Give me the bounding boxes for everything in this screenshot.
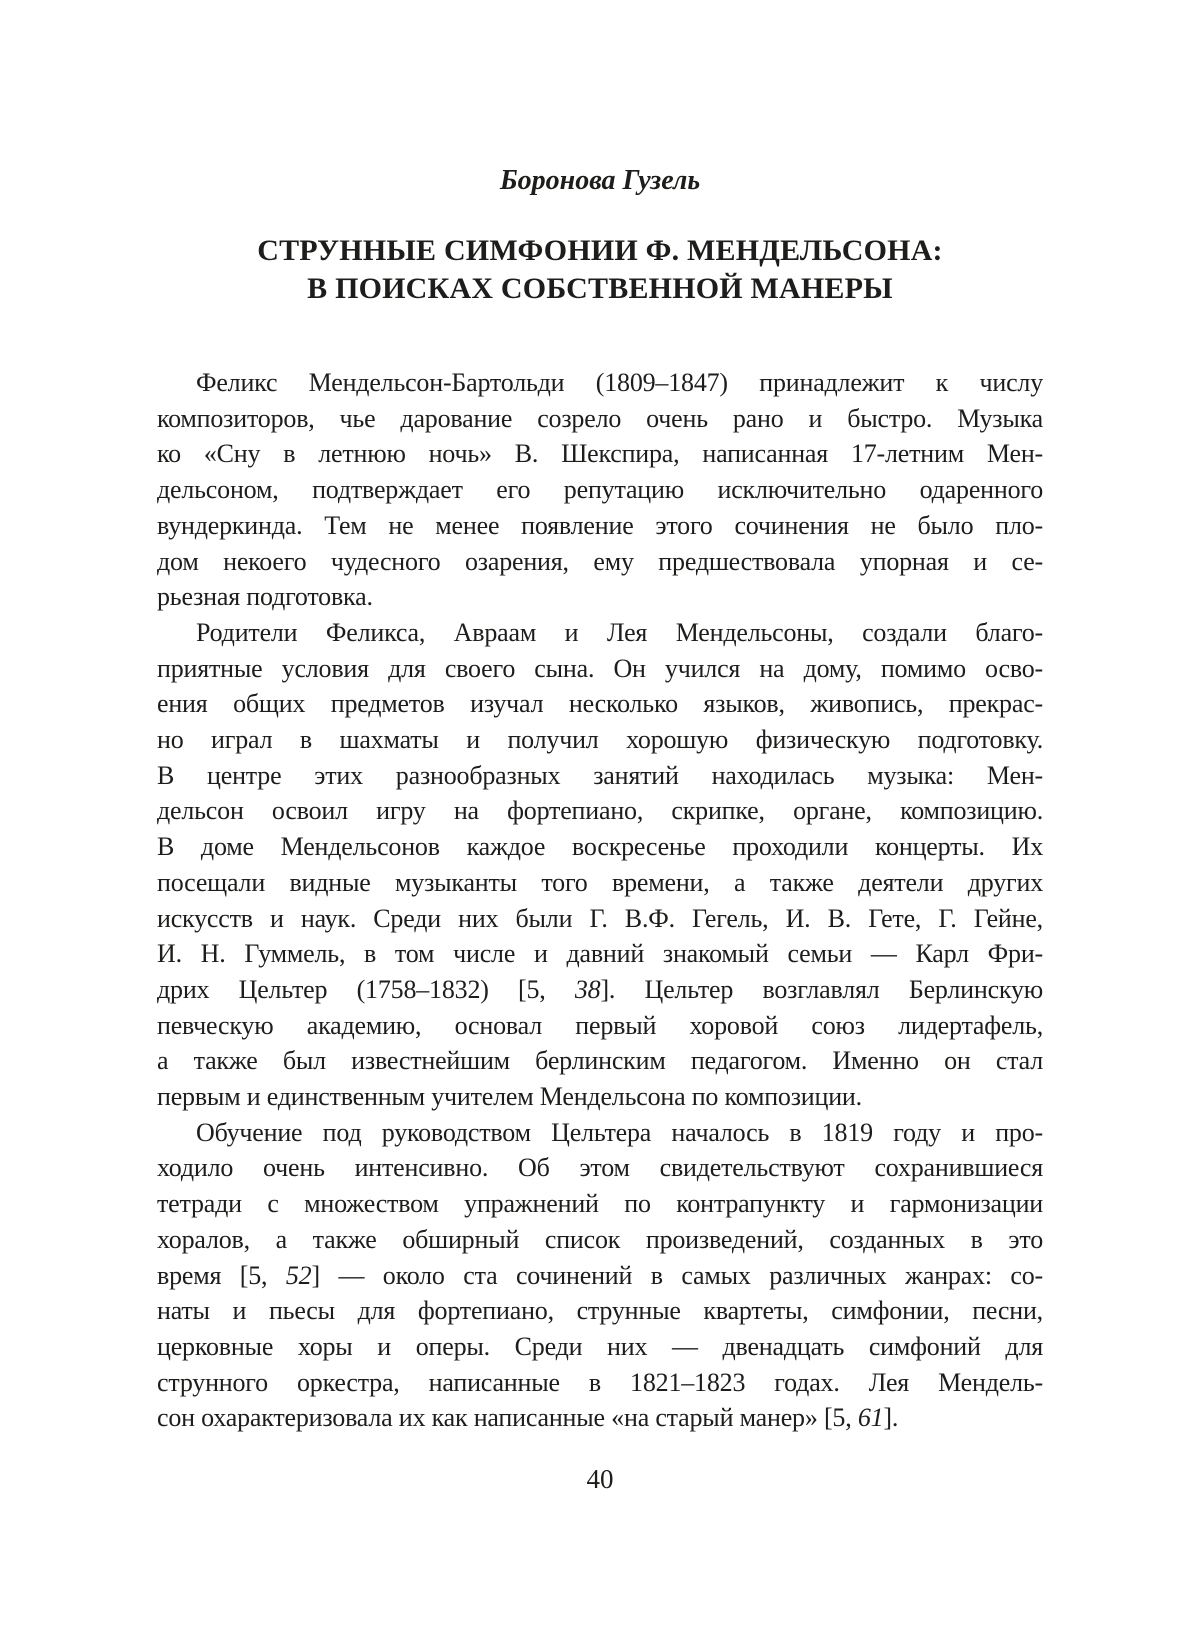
text-segment: певческую академию, основал первый хоровой союз лидертафель,: [157, 1010, 1043, 1040]
text-line: [157, 1079, 1043, 1115]
text-segment: ходило очень интенсивно. Об этом свидетельствуют сохранившиеся: [157, 1153, 1043, 1183]
author-name: Боронова Гузель: [499, 165, 701, 196]
text-line: [157, 472, 1043, 508]
text-segment: И. Н. Гуммель, в том числе и давний знакомый семьи — Карл Фри-: [157, 939, 1043, 969]
text-line: [157, 1258, 1043, 1294]
text-line: [157, 651, 1043, 687]
text-line: [157, 936, 1043, 972]
text-segment: церковные хоры и оперы. Среди них — двенадцать симфоний для: [157, 1331, 1043, 1361]
text-segment: сон охарактеризовала их как написанные «на старый манер» [5,: [157, 1403, 858, 1433]
text-line: [157, 758, 1043, 794]
text-segment: вундеркинда. Тем не менее появление этого сочинения не было пло-: [157, 510, 1043, 540]
text-segment: дельсон освоил игру на фортепиано, скрипке, органе, композицию.: [157, 796, 1043, 826]
article-title: [0, 232, 1200, 308]
page-number: 40: [586, 1464, 614, 1494]
text-line: [157, 401, 1043, 437]
text-line: [157, 365, 1043, 401]
text-segment: ].: [883, 1403, 899, 1433]
text-line: [157, 615, 1043, 651]
citation-page-italic: 61: [857, 1403, 884, 1433]
text-segment: дельсоном, подтверждает его репутацию исключительно одаренного: [157, 475, 1043, 505]
text-line: [157, 1150, 1043, 1186]
text-line: [157, 1115, 1043, 1151]
article-title-line2: В ПОИСКАХ СОБСТВЕННОЙ МАНЕРЫ: [307, 272, 893, 305]
text-segment: посещали видные музыканты того времени, а также деятели других: [157, 867, 1043, 897]
text-line: [157, 436, 1043, 472]
text-line: [157, 1293, 1043, 1329]
body-text: [157, 365, 1043, 1436]
text-segment: хоралов, а также обширный список произведений, созданных в это: [157, 1224, 1043, 1254]
text-segment: тетради с множеством упражнений по контрапункту и гармонизации: [157, 1189, 1043, 1219]
text-line: [157, 1186, 1043, 1222]
text-line: [157, 1043, 1043, 1079]
text-segment: наты и пьесы для фортепиано, струнные квартеты, симфонии, песни,: [157, 1296, 1043, 1326]
text-line: [157, 793, 1043, 829]
text-segment: ]. Цельтер возглавлял Берлинскую: [600, 974, 1043, 1004]
text-line: [157, 1365, 1043, 1401]
text-segment: струнного оркестра, написанные в 1821–1823 годах. Лея Мендель-: [157, 1367, 1043, 1397]
text-line: [157, 1222, 1043, 1258]
text-line: [157, 722, 1043, 758]
text-segment: ] — около ста сочинений в самых различных жанрах: со-: [311, 1260, 1044, 1290]
text-segment: искусств и наук. Среди них были Г. В.Ф. Гегель, И. В. Гете, Г. Гейне,: [157, 903, 1043, 933]
text-segment: В центре этих разнообразных занятий находилась музыка: Мен-: [157, 760, 1043, 790]
text-segment: но играл в шахматы и получил хорошую физическую подготовку.: [157, 725, 1043, 755]
citation-page-italic: 38: [574, 974, 601, 1004]
text-line: [157, 544, 1043, 580]
text-segment: дрих Цельтер (1758–1832) [5,: [157, 974, 575, 1004]
text-segment: В доме Мендельсонов каждое воскресенье проходили концерты. Их: [157, 832, 1043, 862]
text-segment: дом некоего чудесного озарения, ему предшествовала упорная и се-: [157, 546, 1043, 576]
text-line: [157, 865, 1043, 901]
text-segment: композиторов, чье дарование созрело очень рано и быстро. Музыка: [157, 403, 1043, 433]
text-segment: Феликс Мендельсон-Бартольди (1809–1847) принадлежит к числу: [196, 368, 1043, 397]
text-segment: ения общих предметов изучал несколько языков, живопись, прекрас-: [157, 689, 1043, 719]
text-line: [157, 901, 1043, 937]
text-segment: Обучение под руководством Цельтера началось в 1819 году и про-: [196, 1117, 1043, 1147]
text-line: [157, 972, 1043, 1008]
text-line: [157, 1400, 1043, 1436]
text-segment: Родители Феликса, Авраам и Лея Мендельсоны, создали благо-: [196, 617, 1043, 647]
article-title-line1: СТРУННЫЕ СИМФОНИИ Ф. МЕНДЕЛЬСОНА:: [257, 234, 943, 267]
text-segment: время [5,: [157, 1260, 286, 1290]
text-segment: приятные условия для своего сына. Он учился на дому, помимо осво-: [157, 653, 1043, 683]
text-segment: первым и единственным учителем Мендельсона по композиции.: [157, 1082, 862, 1112]
text-line: [157, 579, 1043, 615]
text-line: [157, 686, 1043, 722]
text-segment: рьезная подготовка.: [157, 582, 373, 612]
text-line: [157, 1329, 1043, 1365]
text-segment: а также был известнейшим берлинским педагогом. Именно он стал: [157, 1046, 1043, 1076]
text-line: [157, 508, 1043, 544]
text-line: [157, 829, 1043, 865]
text-line: [157, 1008, 1043, 1044]
citation-page-italic: 52: [285, 1260, 312, 1290]
text-segment: ко «Сну в летнюю ночь» В. Шекспира, написанная 17-летним Мен-: [157, 439, 1043, 469]
